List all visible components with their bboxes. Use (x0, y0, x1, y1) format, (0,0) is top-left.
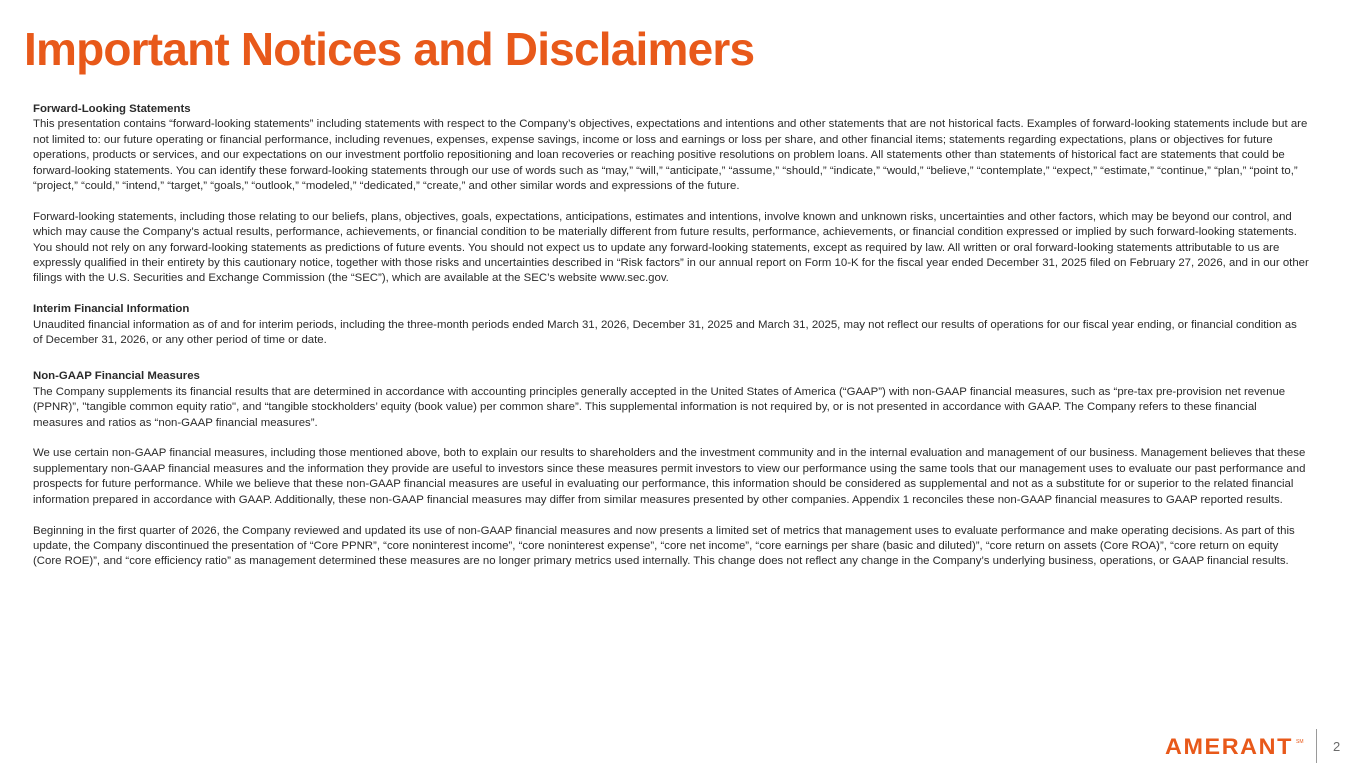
forward-looking-paragraph-2: Forward-looking statements, including those relating to our beliefs, plans, objectives, goals, expectations, anticipations, estimates and intentions, involve known and unknown risks, uncertainties and other factors, which may be beyond our control, and which may cause the Company’s actual results, performance, achievements, or financial condition to be materially different from future results, performance, achievements, or financial condition expressed or implied by such forward-looking statements. You should not rely on any forward-looking statements as predictions of future events. You should not expect us to update any forward-looking statements, except as required by law. All written or oral forward-looking statements attributable to us are expressly qualified in their entirety by this cautionary notice, together with those risks and uncertainties described in “Risk factors” in our annual report on Form 10-K for the fiscal year ended December 31, 2025 filed on February 27, 2026, and in our other filings with the U.S. Securities and Exchange Commission (the “SEC”), which are available at the SEC’s website www.sec.gov. (33, 210, 1309, 285)
footer-divider (1316, 729, 1317, 763)
forward-looking-heading: Forward-Looking Statements (33, 103, 191, 115)
page-number: 2 (1333, 739, 1341, 754)
interim-heading: Interim Financial Information (33, 303, 190, 316)
non-gaap-paragraph-2: We use certain non-GAAP financial measures, including those mentioned above, both to explain our results to shareholders and the investment community and in the internal evaluation and management of our business. Management believes that these supplementary non-GAAP financial measures and the information they provide are useful to investors since these measures permit investors to view our performance using the same tools that our management uses to evaluate our past performance and prospects for future performance. While we believe that these non-GAAP financial measures are useful in evaluating our performance, this information should be considered as supplemental and not as a substitute for or superior to the related financial information prepared in accordance with GAAP. Additionally, these non-GAAP financial measures may differ from similar measures presented by other companies. Appendix 1 reconciles these non-GAAP financial measures to GAAP reported results. (33, 447, 1306, 506)
forward-looking-paragraph-1: This presentation contains “forward-looking statements” including statements with respect to the Company’s objectives, expectations and intentions and other statements that are not historical facts. Examples of forward-looking statements include but are not limited to: our future operating or financial performance, including revenues, expenses, expense savings, income or loss and earnings or loss per share, and other financial items; statements regarding expectations, plans or objectives for future operations, products or services, and our expectations on our investment portfolio repositioning and loan recoveries or reaching positive resolutions on problem loans. All statements other than statements of historical fact are statements that could be forward-looking statements. You can identify these forward-looking statements through our use of words such as “may,” “will,” “anticipate,” “assume,” “should,” “indicate,” “would,” “believe,” “contemplate,” “expect,” “estimate,” “continue,” “plan,” “point to,” “project,” “could,” “intend,” “target,” “goals,” “outlook,” “modeled,” “dedicated,” “create,” and other similar words and expressions of the future. (33, 118, 1308, 193)
interim-section (33, 302, 1309, 348)
non-gaap-paragraph-3: Beginning in the first quarter of 2026, the Company reviewed and updated its use of non-GAAP financial measures and now presents a limited set of metrics that management uses to evaluate performance and make operating decisions. As part of this update, the Company discontinued the presentation of “Core PPNR”, “core noninterest income”, “core noninterest expense”, “core net income”, “core earnings per share (basic and diluted)”, “core return on assets (Core ROA)”, “core return on equity (Core ROE)”, and “core efficiency ratio” as management determined these measures are no longer primary metrics used internally. This change does not reflect any change in the Company’s underlying business, operations, or GAAP financial results. (33, 524, 1295, 568)
interim-paragraph: Unaudited financial information as of and for interim periods, including the three-month periods ended March 31, 2026, December 31, 2025 and March 31, 2025, may not reflect our results of operations for our fiscal year ending, or financial condition as of December 31, 2026, or any other period of time or date. (33, 318, 1297, 347)
disclaimer-content (33, 102, 1309, 570)
page-title: Important Notices and Disclaimers (24, 23, 755, 75)
amerant-logo (1165, 735, 1305, 757)
amerant-logo-wordmark: AMERANT (1165, 735, 1293, 757)
amerant-logo-mark: SM (1296, 739, 1304, 745)
non-gaap-heading: Non-GAAP Financial Measures (33, 370, 200, 383)
non-gaap-paragraph-1: The Company supplements its financial results that are determined in accordance with accounting principles generally accepted in the United States of America (“GAAP”) with non-GAAP financial measures, such as “pre-tax pre-provision net revenue (PPNR)”, "tangible common equity ratio", and “tangible stockholders’ equity (book value) per common share”. This supplemental information is not required by, or is not presented in accordance with GAAP. The Company refers to these financial measures and ratios as “non-GAAP financial measures”. (33, 385, 1286, 429)
forward-looking-section (33, 102, 1309, 287)
non-gaap-section (33, 369, 1309, 569)
